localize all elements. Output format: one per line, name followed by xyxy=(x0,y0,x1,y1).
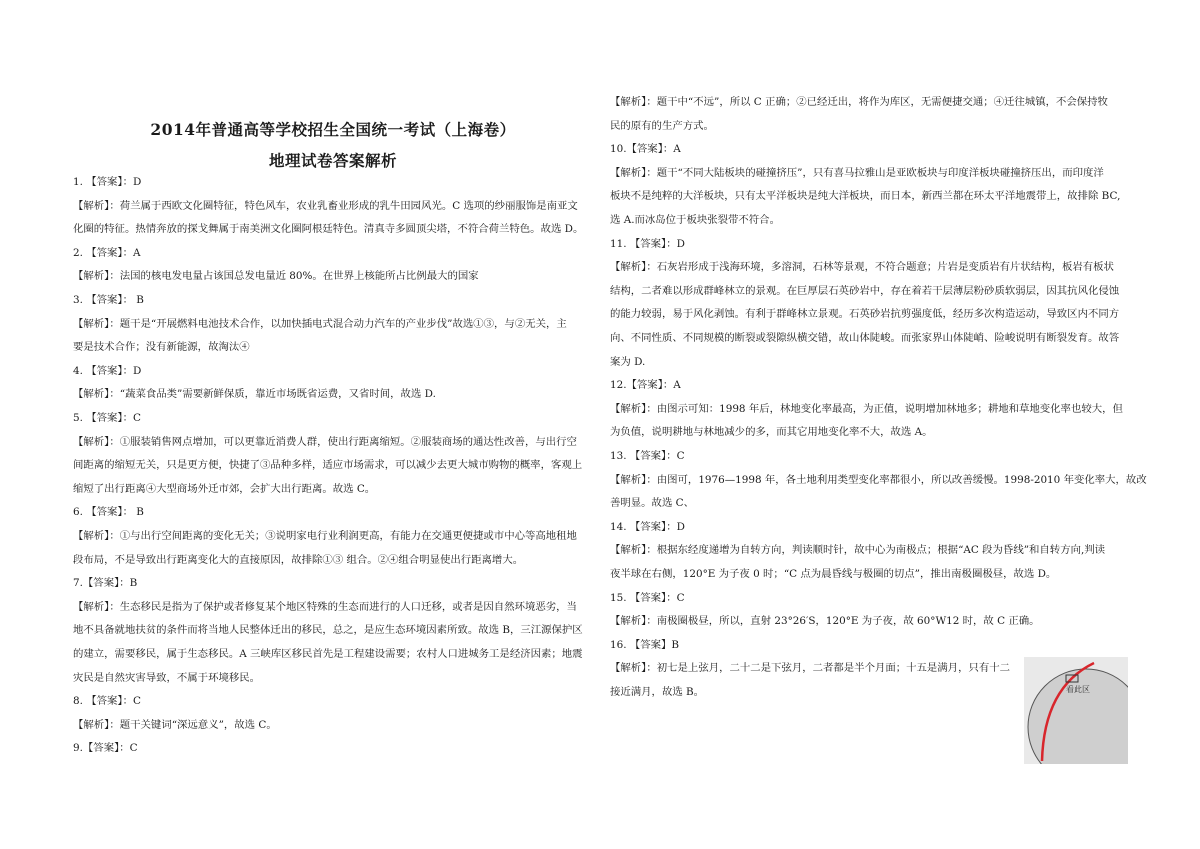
right-text-line: 板块不是纯粹的大洋板块，只有太平洋板块是纯大洋板块，而日本，新西兰都在环太平洋地震带上，故排除 BC, xyxy=(610,190,1121,203)
left-text-line: 8. 【答案】：C xyxy=(73,695,141,708)
right-text-line: 【解析】：由图示可知：1998 年后，林地变化率最高，为正值，说明增加林地多；耕地和草地变化率也较大，但 xyxy=(610,402,1123,415)
left-text-line: 【解析】：①与出行空间距离的变化无关；③说明家电行业利润更高，有能力在交通更便捷或市中心等高地租地 xyxy=(73,530,577,542)
left-text-line: 化圈的特征。热情奔放的探戈舞属于南美洲文化圈阿根廷特色。清真寺多圆顶尖塔，不符合荷兰特色。故选 D。 xyxy=(73,223,584,236)
left-text-line: 的建立，需要移民，属于生态移民。A 三峡库区移民首先是工程建设需要；农村人口进城务工是经济因素；地震 xyxy=(73,648,583,660)
right-text-line: 接近满月，故选 B。 xyxy=(610,686,705,698)
left-text-line: 【解析】：题干关键词“深远意义”，故选 C。 xyxy=(73,718,277,731)
left-text-line: 1. 【答案】：D xyxy=(73,176,142,188)
moon-diagram xyxy=(1024,657,1128,764)
figure-label: 看此区 xyxy=(1066,685,1090,694)
left-text-line: 【解析】：题干是“开展燃料电池技术合作，以加快插电式混合动力汽车的产业步伐”故选①③，与②无关，主 xyxy=(73,317,567,330)
document-title: 2014年普通高等学校招生全国统一考试（上海卷） xyxy=(150,120,516,139)
right-text-line: 为负值，说明耕地与林地减少的多，而其它用地变化率不大，故选 A。 xyxy=(610,426,933,439)
right-text-line: 夜半球在右侧，120°E 为子夜 0 时；“C 点为晨昏线与极圈的切点”，推出南极圈极昼，故选 D。 xyxy=(610,568,1057,580)
right-text-line: 【解析】：初七是上弦月，二十二是下弦月，二者都是半个月面；十五是满月，只有十二 xyxy=(610,662,1011,675)
left-text-line: 间距离的缩短无关，只是更方便，快捷了③品种多样，适应市场需求，可以减少去更大城市购物的概率，客观上 xyxy=(73,459,583,472)
right-text-line: 【解析】：石灰岩形成于浅海环境，多溶洞，石林等景观，不符合题意；片岩是变质岩有片状结构，板岩有板状 xyxy=(610,261,1114,274)
left-text-line: 7.【答案】：B xyxy=(73,577,138,590)
right-text-line: 【解析】：由图可，1976—1998 年，各土地利用类型变化率都很小，所以改善缓慢。1998-2010 年变化率大，故改 xyxy=(610,473,1147,486)
left-text-line: 【解析】：①服装销售网点增加，可以更靠近消费人群，使出行距离缩短。②服装商场的通达性改善，与出行空 xyxy=(73,435,577,448)
right-text-line: 案为 D. xyxy=(610,355,646,368)
right-text-line: 13. 【答案】：C xyxy=(610,450,685,462)
right-text-line: 【解析】：根据东经度递增为自转方向，判读顺时针，故中心为南极点；根据“AC 段为昏线”和自转方向,判读 xyxy=(610,544,1106,557)
right-text-line: 选 A.而冰岛位于板块张裂带不符合。 xyxy=(610,214,780,226)
right-text-line: 10.【答案】：A xyxy=(610,143,681,156)
right-text-line: 结构，二者难以形成群峰林立的景观。在巨厚层石英砂岩中，存在着若干层薄层粉砂质软弱层，因其抗风化侵蚀 xyxy=(610,284,1120,297)
right-text-line: 【解析】：题干中“不远”，所以 C 正确；②已经迁出，将作为库区，无需便捷交通；④迁往城镇，不会保持牧 xyxy=(610,96,1108,108)
right-text-line: 【解析】：南极圈极昼，所以，直射 23°26′S，120°E 为子夜，故 60°W12 时，故 C 正确。 xyxy=(610,615,1040,628)
left-text-line: 【解析】：荷兰属于西欧文化圈特征，特色风车，农业乳畜业形成的乳牛田园风光。C 选项的纱丽服饰是南亚文 xyxy=(73,199,578,212)
left-text-line: 【解析】：“蔬菜食品类”需要新鲜保质，靠近市场既省运费，又省时间，故选 D. xyxy=(73,388,436,401)
left-text-line: 6. 【答案】： B xyxy=(73,506,144,519)
left-text-line: 5. 【答案】：C xyxy=(73,412,141,424)
right-text-line: 11. 【答案】：D xyxy=(610,237,685,250)
document-subtitle: 地理试卷答案解析 xyxy=(268,151,397,170)
left-text-line: 灾民是自然灾害导致，不属于环境移民。 xyxy=(73,671,261,684)
right-text-line: 的能力较弱，易于风化剥蚀。有利于群峰林立景观。石英砂岩抗剪强度低，经历多次构造运动，导致区内不同方 xyxy=(610,308,1120,321)
left-text-line: 4. 【答案】：D xyxy=(73,364,142,377)
left-text-line: 【解析】：法国的核电发电量占该国总发电量近 80%。在世界上核能所占比例最大的国家 xyxy=(73,270,479,283)
left-text-line: 9.【答案】：C xyxy=(73,742,138,755)
right-text-line: 15. 【答案】：C xyxy=(610,591,685,604)
right-text-line: 12.【答案】：A xyxy=(610,379,681,392)
left-text-line: 地不具备就地扶贫的条件而将当地人民整体迁出的移民，总之，是应生态环境因素所致。故选 B，三江源保护区 xyxy=(73,624,583,637)
left-text-line: 缩短了出行距离④大型商场外迁市郊，会扩大出行距离。故选 C。 xyxy=(73,482,376,495)
left-text-line: 【解析】：生态移民是指为了保护或者修复某个地区特殊的生态而进行的人口迁移，或者是因自然环境恶劣，当 xyxy=(73,600,577,613)
right-text-line: 14. 【答案】：D xyxy=(610,520,685,533)
left-text-line: 2. 【答案】：A xyxy=(73,246,141,259)
right-text-line: 16. 【答案】B xyxy=(610,638,680,651)
right-text-line: 善明显。故选 C、 xyxy=(610,497,694,510)
left-text-line: 段布局，不是导致出行距离变化大的直接原因，故排除①③ 组合。②④组合明显使出行距离增大。 xyxy=(73,553,524,566)
right-text-line: 【解析】：题干“不同大陆板块的碰撞挤压”，只有喜马拉雅山是亚欧板块与印度洋板块碰撞挤压出，而印度洋 xyxy=(610,166,1104,179)
left-text-line: 3. 【答案】： B xyxy=(73,294,144,306)
right-text-line: 向、不同性质、不同规模的断裂或裂隙纵横交错，故山体陡峻。而张家界山体陡峭、险峻说明有断裂发育。故答 xyxy=(610,332,1120,344)
moon-phase-figure xyxy=(1024,657,1128,764)
left-text-line: 要是技术合作；没有新能源，故淘汰④ xyxy=(73,341,250,354)
right-text-line: 民的原有的生产方式。 xyxy=(610,119,714,132)
